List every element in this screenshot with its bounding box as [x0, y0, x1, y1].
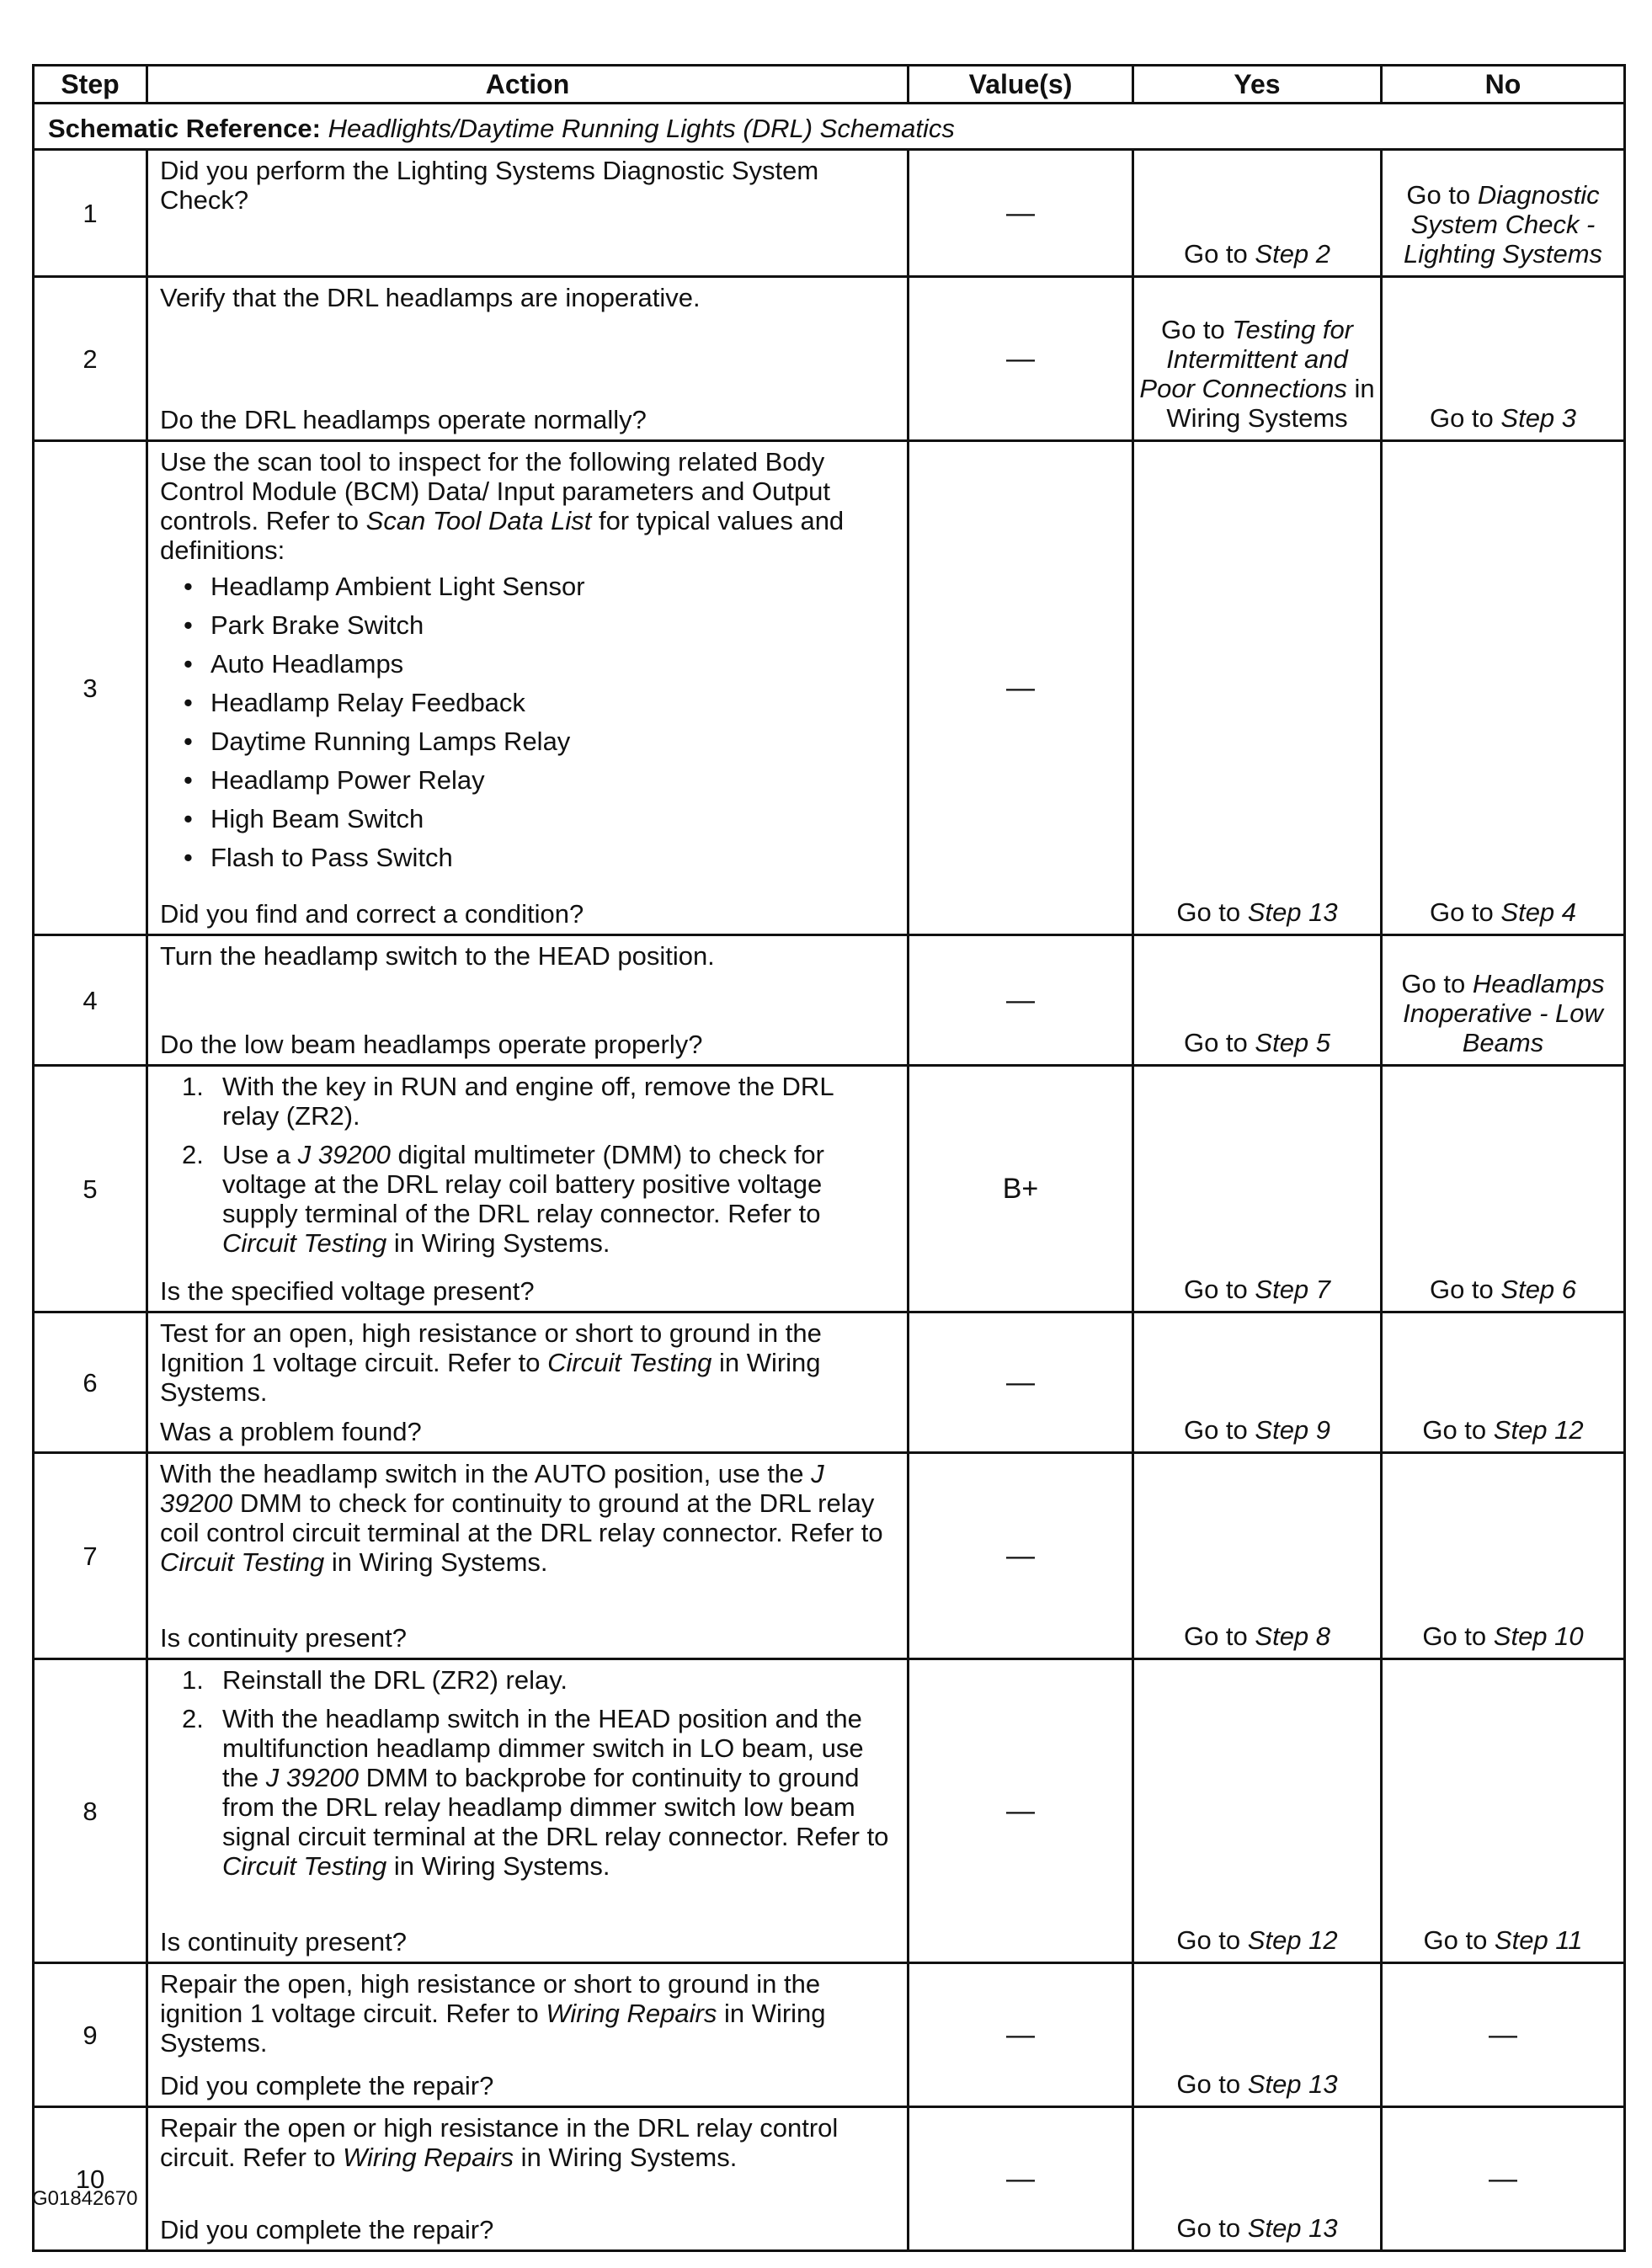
step-number: 6	[34, 1312, 147, 1453]
step-number: 1	[34, 150, 147, 277]
text-run: Go to	[1183, 239, 1255, 269]
text-run: With the key in RUN and engine off, remove the DRL relay (ZR2).	[222, 1072, 834, 1131]
action-content	[148, 1067, 907, 1311]
header-row	[34, 66, 1625, 104]
action-question: Did you complete the repair?	[160, 2215, 494, 2244]
text-run: Go to	[1183, 1415, 1255, 1445]
value-cell: —	[909, 1312, 1133, 1453]
action-instructions	[160, 1318, 895, 1407]
parameter-list	[160, 572, 895, 872]
no-action[interactable]	[1383, 278, 1623, 439]
text-run: Test for an open, high resistance or short to ground in the Ignition 1 voltage circuit. Refer to	[160, 1318, 822, 1377]
action-question: Is continuity present?	[160, 1927, 407, 1957]
value-cell: —	[909, 2107, 1133, 2251]
value-cell: B+	[909, 1066, 1133, 1312]
action-cell	[147, 1066, 909, 1312]
action-question: Did you complete the repair?	[160, 2071, 494, 2100]
action-text	[160, 283, 895, 312]
reference-link[interactable]: J 39200	[265, 1763, 360, 1792]
action-cell	[147, 277, 909, 441]
action-text	[160, 2113, 895, 2172]
value-cell: —	[909, 935, 1133, 1066]
reference-link[interactable]: Testing for Intermittent and Poor Connections	[1139, 315, 1354, 403]
step-row-9	[34, 1963, 1625, 2107]
no-cell	[1382, 1659, 1625, 1963]
text-run: Turn the headlamp switch to the HEAD position.	[160, 941, 715, 971]
step-index: 2.	[182, 1140, 204, 1169]
action-cell	[147, 441, 909, 935]
text-run: Go to	[1176, 1925, 1248, 1955]
reference-link[interactable]: Step 6	[1500, 1275, 1577, 1304]
text-run: in Wiring Systems.	[386, 1228, 610, 1258]
no-cell	[1382, 1066, 1625, 1312]
text-run: in Wiring Systems.	[160, 1348, 821, 1407]
reference-link[interactable]: Step 4	[1500, 897, 1577, 927]
no-cell	[1382, 1453, 1625, 1659]
text-run: Repair the open or high resistance in the DRL relay control circuit. Refer to	[160, 2113, 839, 2172]
action-question: Did you find and correct a condition?	[160, 899, 584, 929]
no-action[interactable]	[1383, 1454, 1623, 1658]
action-instructions	[160, 1969, 895, 2058]
reference-link[interactable]: Step 9	[1255, 1415, 1331, 1445]
text-run: Go to	[1422, 1621, 1494, 1651]
action-content	[148, 1454, 907, 1658]
yes-action[interactable]	[1134, 1454, 1380, 1658]
reference-link[interactable]: Scan Tool Data List	[365, 506, 592, 535]
step-index: 1.	[182, 1072, 204, 1101]
reference-link[interactable]: Step 13	[1247, 2213, 1338, 2243]
no-cell	[1382, 1312, 1625, 1453]
parameter-item: • High Beam Switch	[160, 804, 895, 833]
yes-action[interactable]	[1134, 2108, 1380, 2249]
yes-action[interactable]	[1134, 1313, 1380, 1451]
reference-link[interactable]: Step 13	[1247, 2069, 1338, 2099]
yes-cell	[1133, 1963, 1382, 2107]
step-number: 5	[34, 1066, 147, 1312]
text-run: With the headlamp switch in the AUTO position, use the	[160, 1459, 812, 1488]
yes-action[interactable]	[1134, 151, 1380, 275]
action-content	[148, 936, 907, 1064]
action-instructions	[160, 1665, 895, 1890]
reference-link[interactable]: Wiring Repairs	[343, 2143, 514, 2172]
reference-link[interactable]: J 39200	[160, 1459, 824, 1518]
reference-link[interactable]: J 39200	[297, 1140, 391, 1169]
reference-link[interactable]: Circuit Testing	[160, 1547, 325, 1577]
action-instructions	[160, 1072, 895, 1267]
action-question: Do the low beam headlamps operate properly?	[160, 1030, 703, 1059]
text-run: Verify that the DRL headlamps are inoperative.	[160, 283, 701, 312]
parameter-item: • Headlamp Ambient Light Sensor	[160, 572, 895, 601]
reference-link[interactable]: Step 5	[1255, 1028, 1331, 1057]
no-action[interactable]	[1383, 1067, 1623, 1311]
text-run: for typical values and definitions:	[160, 506, 845, 565]
reference-link[interactable]: Diagnostic System Check - Lighting Systems	[1403, 180, 1603, 269]
schematic-reference-label: Schematic Reference:	[48, 113, 321, 143]
reference-link[interactable]: Step 12	[1247, 1925, 1338, 1955]
header-yes: Yes	[1133, 66, 1382, 104]
action-cell	[147, 935, 909, 1066]
no-action-none: —	[1489, 2162, 1517, 2195]
header-no: No	[1382, 66, 1625, 104]
reference-link[interactable]: Step 7	[1255, 1275, 1331, 1304]
reference-link[interactable]: Circuit Testing	[222, 1851, 387, 1881]
text-run: Go to	[1429, 897, 1501, 927]
yes-cell	[1133, 935, 1382, 1066]
action-cell	[147, 1659, 909, 1963]
no-action[interactable]	[1383, 936, 1623, 1064]
action-text	[160, 1969, 895, 2058]
action-cell	[147, 1312, 909, 1453]
parameter-item: • Headlamp Relay Feedback	[160, 688, 895, 717]
yes-action[interactable]	[1134, 1964, 1380, 2106]
step-number: 9	[34, 1963, 147, 2107]
no-cell	[1382, 277, 1625, 441]
text-run: in Wiring Systems.	[160, 1999, 826, 2058]
yes-cell	[1133, 1659, 1382, 1963]
step-number: 10	[34, 2107, 147, 2251]
value-cell: —	[909, 441, 1133, 935]
text-run: Go to	[1183, 1621, 1255, 1651]
yes-action[interactable]	[1134, 936, 1380, 1064]
schematic-reference-row	[34, 104, 1625, 150]
parameter-item: • Park Brake Switch	[160, 610, 895, 640]
no-action[interactable]	[1383, 1313, 1623, 1451]
diagnostic-table	[32, 64, 1626, 2252]
text-run: With the headlamp switch in the HEAD position and the multifunction headlamp dimmer switch in LO beam, use the	[222, 1704, 864, 1792]
yes-cell	[1133, 150, 1382, 277]
action-content	[148, 278, 907, 439]
reference-link[interactable]: Circuit Testing	[547, 1348, 712, 1377]
text-run: Reinstall the DRL (ZR2) relay.	[222, 1665, 568, 1695]
action-text	[160, 1459, 895, 1577]
step-row-1	[34, 150, 1625, 277]
reference-link[interactable]: Step 12	[1493, 1415, 1584, 1445]
text-run: Go to	[1160, 315, 1233, 344]
value-cell: —	[909, 1659, 1133, 1963]
step-row-6	[34, 1312, 1625, 1453]
action-instructions	[160, 2113, 895, 2172]
step-number: 8	[34, 1659, 147, 1963]
value-cell: —	[909, 1453, 1133, 1659]
parameter-item: • Headlamp Power Relay	[160, 765, 895, 795]
no-action[interactable]	[1383, 1660, 1623, 1962]
yes-cell	[1133, 2107, 1382, 2251]
text-run: digital multimeter (DMM) to check for voltage at the DRL relay coil battery positive voltage supply terminal of the DRL relay connector. Refer to	[222, 1140, 824, 1228]
action-instructions	[160, 447, 895, 881]
step-number: 3	[34, 441, 147, 935]
step-index: 2.	[182, 1704, 204, 1733]
reference-link[interactable]: Step 13	[1247, 897, 1338, 927]
action-instructions	[160, 283, 895, 312]
reference-link[interactable]: Step 8	[1255, 1621, 1331, 1651]
text-run: DMM to check for continuity to ground at the DRL relay coil control circuit terminal at the DRL relay connector. Refer to	[160, 1488, 883, 1547]
action-text	[160, 941, 895, 971]
action-text	[160, 447, 895, 565]
action-content	[148, 442, 907, 934]
yes-cell	[1133, 1312, 1382, 1453]
text-run: Repair the open, high resistance or short to ground in the ignition 1 voltage circuit. Refer to	[160, 1969, 821, 2028]
action-question: Is continuity present?	[160, 1623, 407, 1653]
text-run: in Wiring Systems.	[324, 1547, 548, 1577]
numbered-step	[160, 1665, 895, 1695]
text-run: in Wiring Systems	[1166, 374, 1375, 433]
action-instructions	[160, 1459, 895, 1577]
header-action: Action	[147, 66, 909, 104]
schematic-reference-link[interactable]: Headlights/Daytime Running Lights (DRL) Schematics	[328, 113, 955, 143]
value-cell: —	[909, 277, 1133, 441]
text-run: Go to	[1176, 2213, 1248, 2243]
action-instructions	[160, 941, 895, 971]
numbered-step	[160, 1704, 895, 1881]
text-run: Go to	[1429, 1275, 1501, 1304]
step-number: 2	[34, 277, 147, 441]
no-action-none: —	[1489, 2018, 1517, 2051]
reference-link[interactable]: Headlamps Inoperative - Low Beams	[1403, 969, 1605, 1057]
step-row-3	[34, 441, 1625, 935]
numbered-steps	[160, 1665, 895, 1881]
no-cell	[1382, 935, 1625, 1066]
action-text	[160, 156, 895, 215]
parameter-item: • Flash to Pass Switch	[160, 843, 895, 872]
reference-link[interactable]: Step 2	[1255, 239, 1331, 269]
step-index: 1.	[182, 1665, 204, 1695]
text-run: in Wiring Systems.	[386, 1851, 610, 1881]
step-row-5	[34, 1066, 1625, 1312]
text-run: in Wiring Systems.	[514, 2143, 738, 2172]
text-run: Go to	[1176, 897, 1248, 927]
action-content	[148, 1660, 907, 1962]
value-cell: —	[909, 150, 1133, 277]
action-cell	[147, 1453, 909, 1659]
yes-action[interactable]	[1134, 1067, 1380, 1311]
action-cell	[147, 150, 909, 277]
text-run: Go to	[1401, 969, 1473, 998]
numbered-step	[160, 1072, 895, 1131]
action-question: Was a problem found?	[160, 1417, 422, 1446]
text-run: Use the scan tool to inspect for the following related Body Control Module (BCM) Data/ Input parameters and Output controls. Refer to	[160, 447, 831, 535]
parameter-item: • Daytime Running Lamps Relay	[160, 727, 895, 756]
text-run: Go to	[1422, 1415, 1494, 1445]
numbered-steps	[160, 1072, 895, 1258]
step-row-2	[34, 277, 1625, 441]
step-row-10	[34, 2107, 1625, 2251]
text-run: Go to	[1406, 180, 1478, 210]
yes-action[interactable]	[1134, 278, 1380, 439]
header-values: Value(s)	[909, 66, 1133, 104]
value-cell: —	[909, 1963, 1133, 2107]
action-content	[148, 1313, 907, 1451]
text-run: Use a	[222, 1140, 298, 1169]
action-cell	[147, 1963, 909, 2107]
text-run: Go to	[1183, 1028, 1255, 1057]
reference-link[interactable]: Wiring Repairs	[546, 1999, 717, 2028]
text-run: Go to	[1176, 2069, 1248, 2099]
step-number: 7	[34, 1453, 147, 1659]
text-run: Go to	[1423, 1925, 1495, 1955]
step-number: 4	[34, 935, 147, 1066]
action-text	[160, 1318, 895, 1407]
step-row-8	[34, 1659, 1625, 1963]
numbered-step	[160, 1140, 895, 1258]
yes-action[interactable]	[1134, 442, 1380, 934]
figure-id: G01842670	[32, 2187, 138, 2210]
action-question: Is the specified voltage present?	[160, 1276, 535, 1306]
no-action[interactable]	[1383, 151, 1623, 275]
reference-link[interactable]: Step 11	[1494, 1925, 1583, 1955]
header-step: Step	[34, 66, 147, 104]
action-cell	[147, 2107, 909, 2251]
no-action[interactable]	[1383, 442, 1623, 934]
yes-action[interactable]	[1134, 1660, 1380, 1962]
no-cell	[1382, 441, 1625, 935]
yes-cell	[1133, 277, 1382, 441]
reference-link[interactable]: Step 3	[1500, 403, 1577, 433]
no-cell	[1382, 2107, 1625, 2251]
step-row-4	[34, 935, 1625, 1066]
action-content	[148, 2108, 907, 2249]
no-cell	[1382, 150, 1625, 277]
step-row-7	[34, 1453, 1625, 1659]
text-run: Go to	[1183, 1275, 1255, 1304]
action-question: Do the DRL headlamps operate normally?	[160, 405, 647, 434]
text-run: Go to	[1429, 403, 1501, 433]
yes-cell	[1133, 1453, 1382, 1659]
action-instructions	[160, 156, 895, 215]
schematic-reference	[34, 104, 1625, 150]
yes-cell	[1133, 1066, 1382, 1312]
text-run: Did you perform the Lighting Systems Diagnostic System Check?	[160, 156, 819, 215]
text-run: DMM to backprobe for continuity to ground from the DRL relay headlamp dimmer switch low beam signal circuit terminal at the DRL relay connector. Refer to	[222, 1763, 889, 1851]
action-content	[148, 151, 907, 275]
parameter-item: • Auto Headlamps	[160, 649, 895, 679]
reference-link[interactable]: Step 10	[1493, 1621, 1584, 1651]
action-content	[148, 1964, 907, 2106]
no-cell	[1382, 1963, 1625, 2107]
reference-link[interactable]: Circuit Testing	[222, 1228, 387, 1258]
yes-cell	[1133, 441, 1382, 935]
